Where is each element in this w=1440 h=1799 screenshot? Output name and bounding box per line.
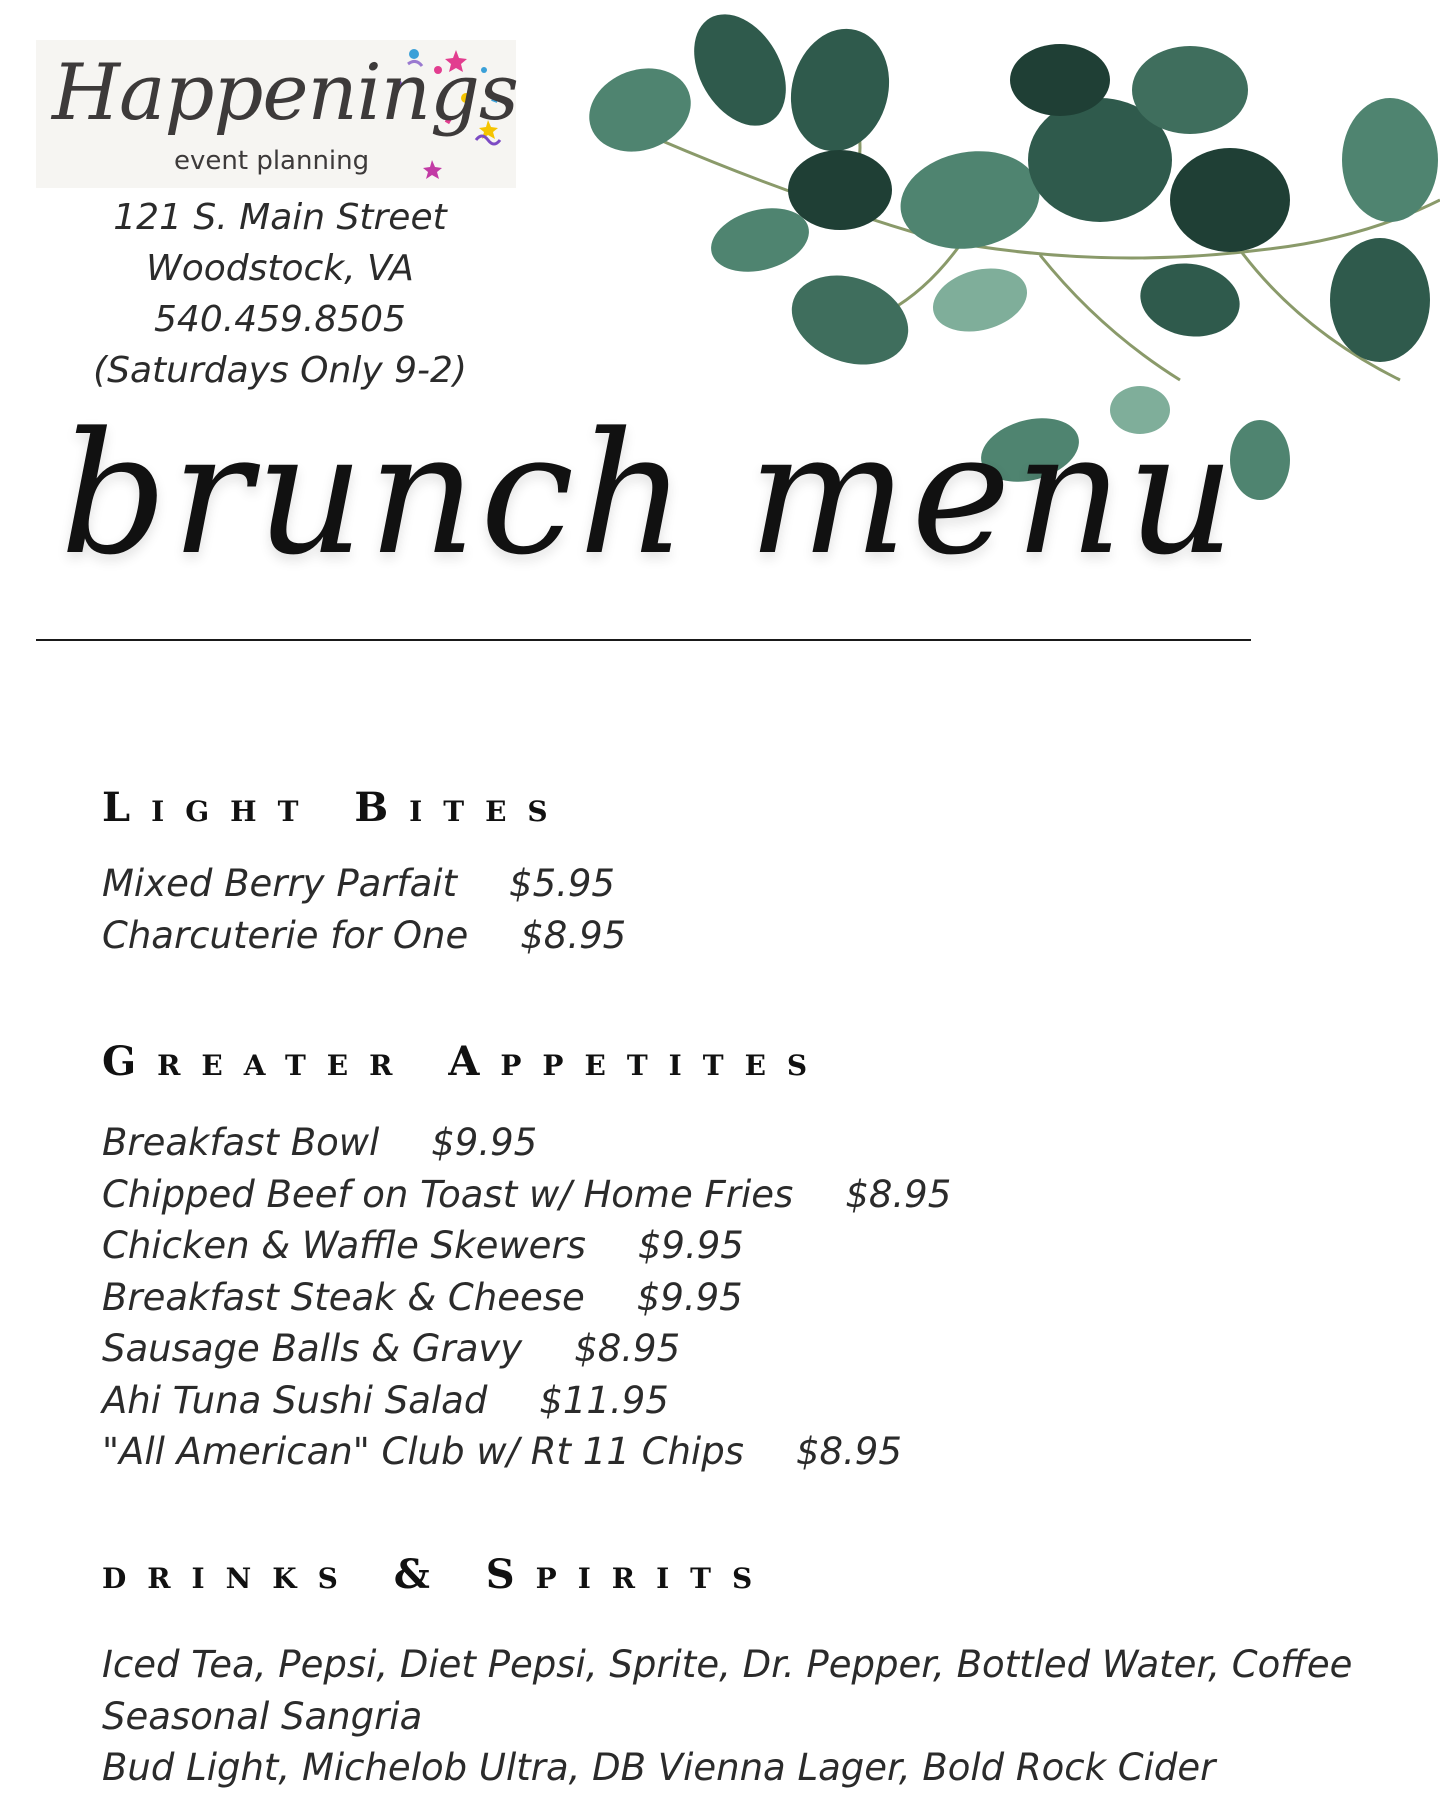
- drinks-list: [102, 1639, 1352, 1794]
- title-divider: [36, 639, 1251, 641]
- address-phone: 540.459.8505: [154, 299, 406, 340]
- item-price: $9.95: [636, 1275, 743, 1319]
- item-name: Chicken & Waffle Skewers: [102, 1224, 586, 1267]
- menu-item: [102, 910, 626, 962]
- greater-appetites-list: [102, 1117, 951, 1478]
- section-heading-drinks: drinks & Spirits: [102, 1551, 774, 1598]
- drink-line: Bud Light, Michelob Ultra, DB Vienna Lager, Bold Rock Cider: [102, 1746, 1216, 1789]
- item-name: Mixed Berry Parfait: [102, 862, 458, 905]
- address-block: [60, 192, 500, 396]
- drink-line: Iced Tea, Pepsi, Diet Pepsi, Sprite, Dr. Pepper, Bottled Water, Coffee: [102, 1643, 1353, 1686]
- light-bites-list: [102, 858, 626, 961]
- logo: [36, 40, 516, 188]
- drink-line: Seasonal Sangria: [102, 1694, 423, 1738]
- logo-tagline: event planning: [174, 146, 370, 176]
- item-price: $11.95: [539, 1378, 669, 1422]
- menu-item: [102, 1375, 951, 1427]
- item-price: $8.95: [795, 1430, 902, 1473]
- menu-item: [102, 1426, 951, 1478]
- item-name: Chipped Beef on Toast w/ Home Fries: [102, 1172, 794, 1216]
- item-price: $8.95: [574, 1327, 681, 1370]
- item-price: $8.95: [520, 913, 627, 957]
- page-title: brunch menu: [60, 396, 1240, 592]
- item-price: $9.95: [637, 1224, 744, 1267]
- item-name: Breakfast Steak & Cheese: [102, 1275, 585, 1319]
- item-price: $8.95: [845, 1172, 952, 1216]
- address-city: Woodstock, VA: [146, 248, 414, 289]
- item-name: "All American" Club w/ Rt 11 Chips: [102, 1430, 744, 1473]
- item-name: Breakfast Bowl: [102, 1121, 380, 1164]
- address-street: 121 S. Main Street: [113, 197, 447, 238]
- menu-item: [102, 858, 626, 910]
- logo-wordmark: Happenings: [52, 48, 518, 138]
- item-name: Charcuterie for One: [102, 913, 469, 957]
- item-name: Sausage Balls & Gravy: [102, 1327, 523, 1370]
- menu-item: [102, 1169, 951, 1221]
- item-price: $9.95: [431, 1121, 538, 1164]
- section-heading-greater-appetites: Greater Appetites: [102, 1038, 829, 1085]
- section-heading-light-bites: Light Bites: [102, 784, 569, 831]
- menu-item: [102, 1220, 951, 1272]
- item-name: Ahi Tuna Sushi Salad: [102, 1378, 488, 1422]
- item-price: $5.95: [509, 862, 615, 905]
- address-hours: (Saturdays Only 9-2): [93, 350, 467, 391]
- menu-item: [102, 1323, 951, 1375]
- menu-item: [102, 1117, 951, 1169]
- menu-item: [102, 1272, 951, 1324]
